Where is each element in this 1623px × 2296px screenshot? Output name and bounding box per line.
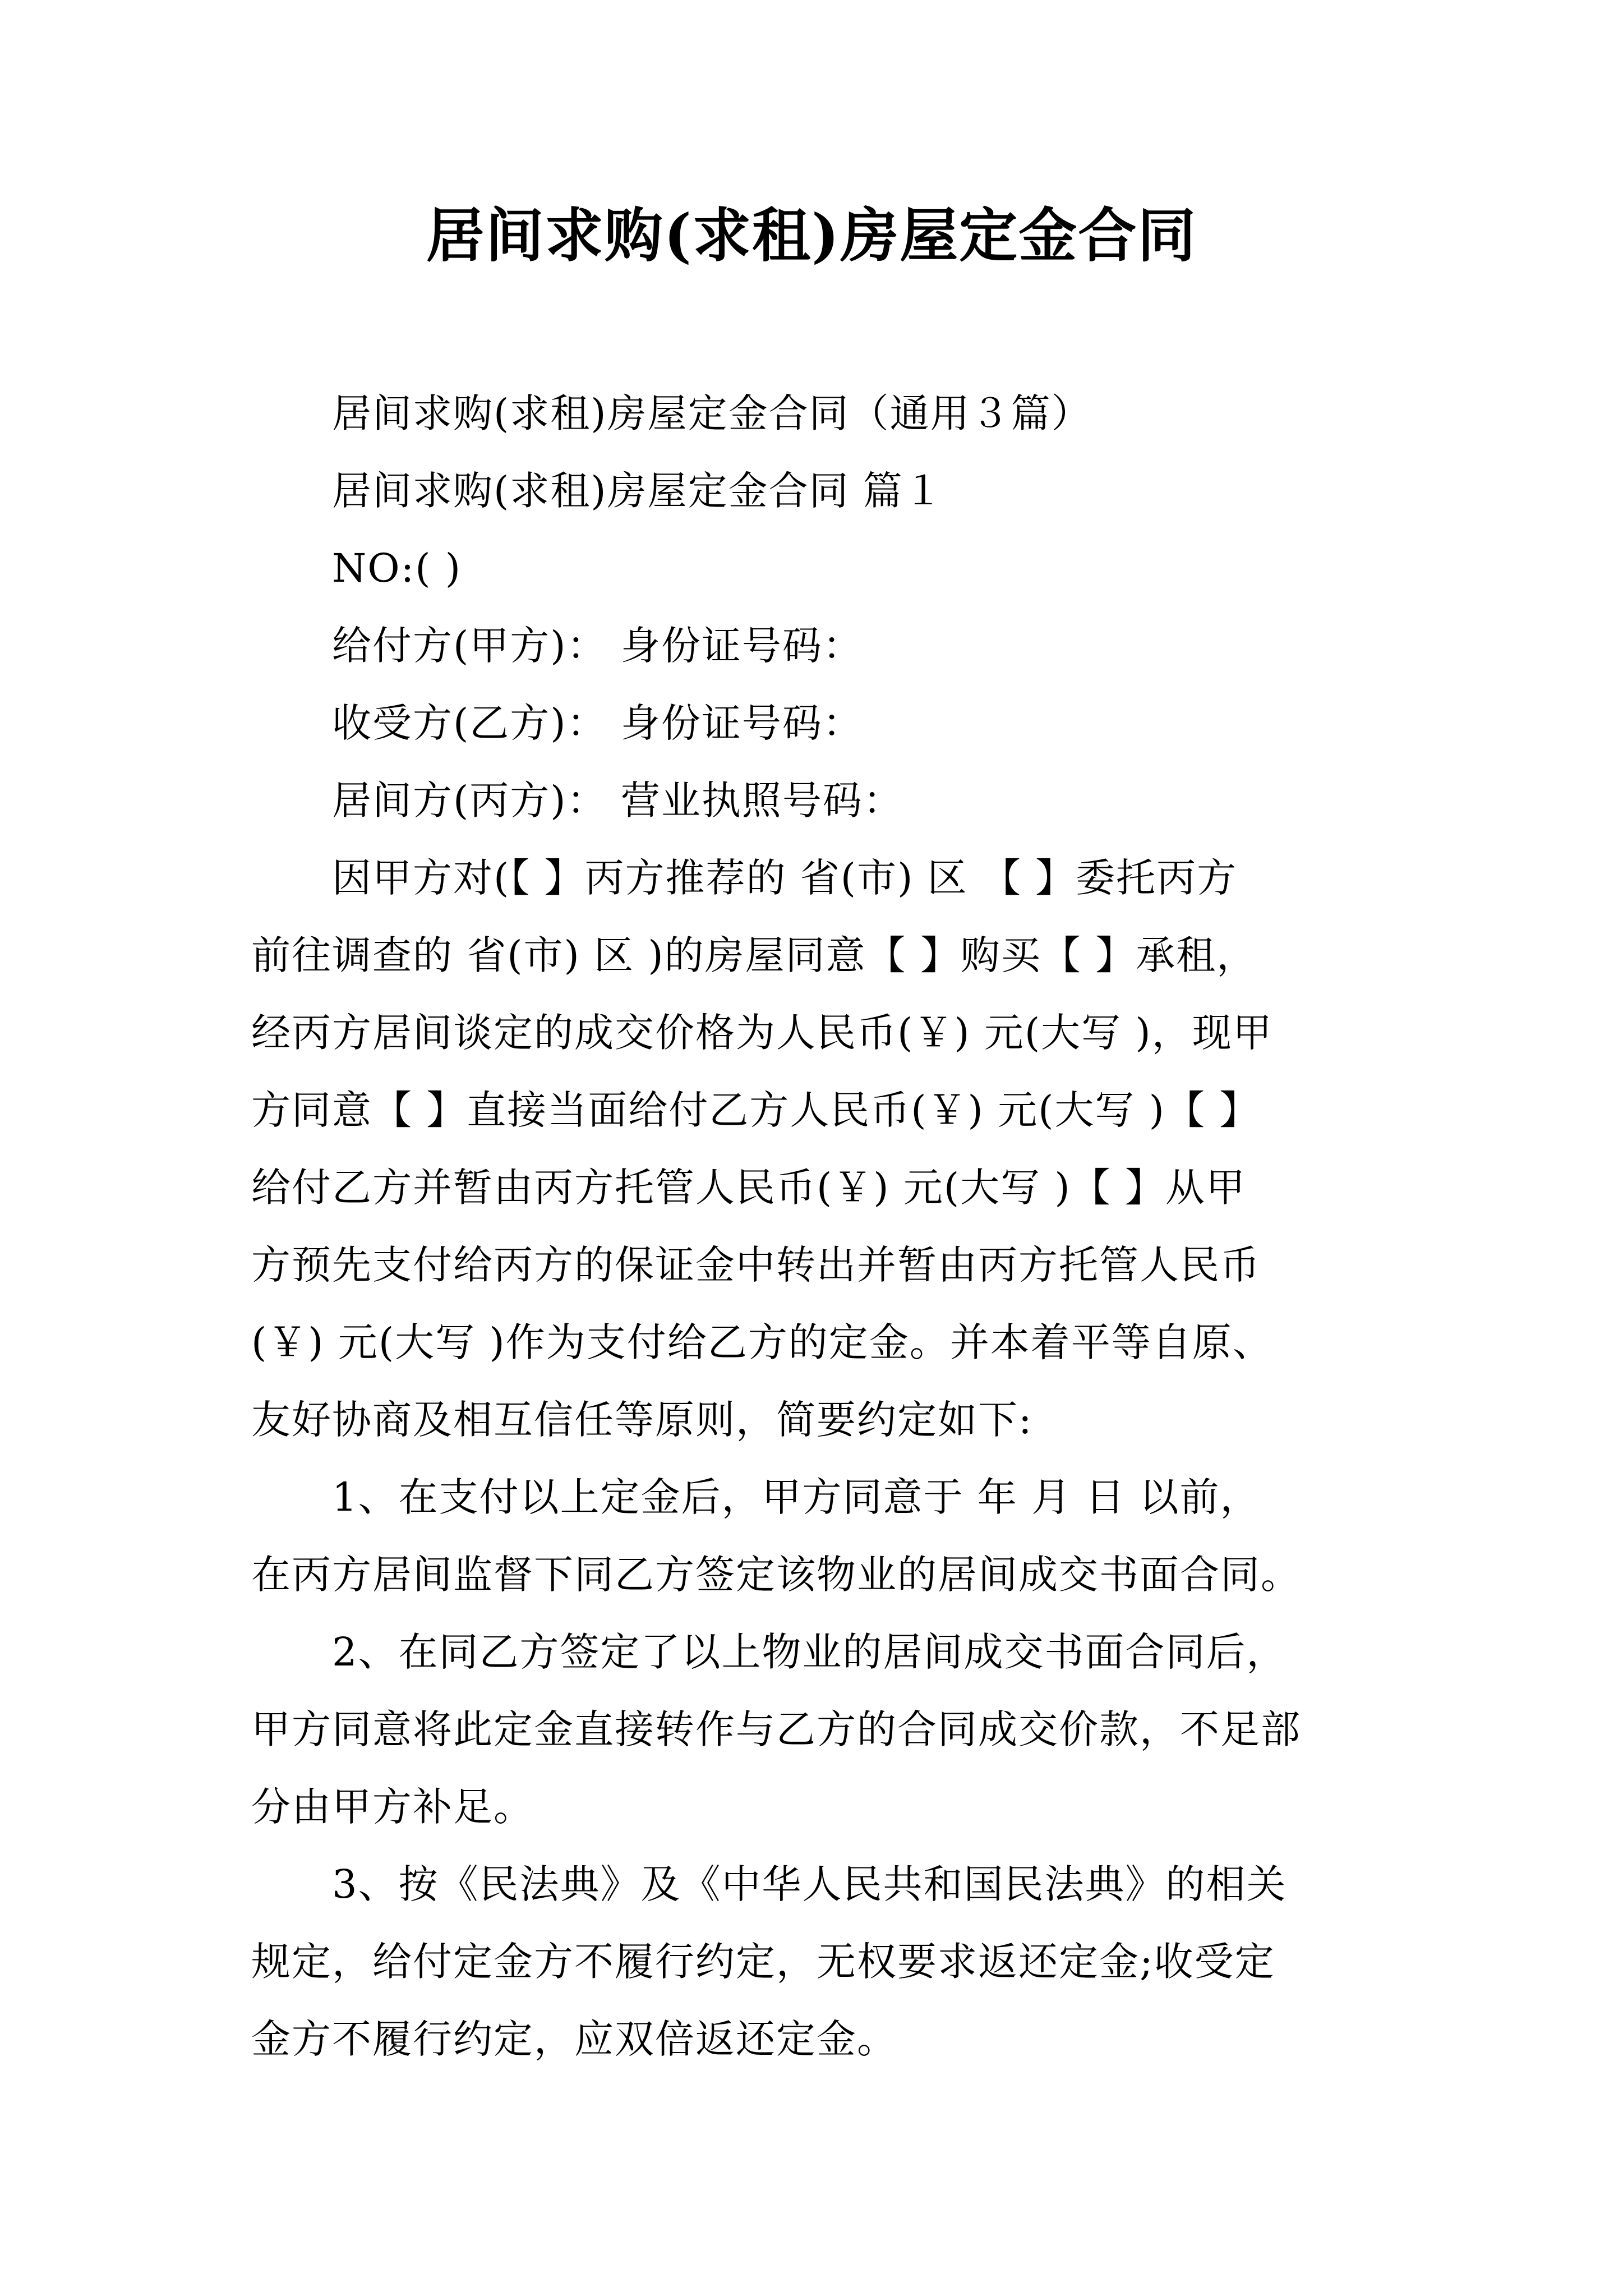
text-line: 方预先支付给丙方的保证金中转出并暂由丙方托管人民币: [251, 1242, 1261, 1288]
document-body: [251, 375, 1395, 2078]
text-line: 友好协商及相互信任等原则，简要约定如下:: [251, 1397, 1033, 1443]
text-line: 给付方(甲方)： 身份证号码：: [332, 623, 863, 669]
text-line: 金方不履行约定，应双倍返还定金。: [251, 2016, 897, 2062]
text-line: 在丙方居间监督下同乙方签定该物业的居间成交书面合同。: [251, 1552, 1301, 1598]
text-line: 分由甲方补足。: [251, 1784, 534, 1830]
text-line: 3、按《民法典》及《中华人民共和国民法典》的相关: [332, 1861, 1287, 1907]
text-line: 经丙方居间谈定的成交价格为人民币(￥) 元(大写 )，现甲: [251, 1010, 1273, 1056]
text-line: (￥) 元(大写 )作为支付给乙方的定金。并本着平等自原、: [251, 1319, 1273, 1365]
text-line: 方同意【 】直接当面给付乙方人民币(￥) 元(大写 )【 】: [251, 1087, 1260, 1133]
text-line: 给付乙方并暂由丙方托管人民币(￥) 元(大写 )【 】从甲: [251, 1165, 1246, 1211]
text-line: NO:( ): [332, 545, 462, 591]
text-line: 甲方同意将此定金直接转作与乙方的合同成交价款，不足部: [251, 1706, 1301, 1752]
text-line: 居间求购(求租)房屋定金合同 篇１: [332, 468, 944, 514]
text-line: 1、在支付以上定金后，甲方同意于 年 月 日 以前，: [332, 1474, 1261, 1520]
text-line: 前往调查的 省(市) 区 )的房屋同意【 】购买【 】承租，: [251, 932, 1257, 978]
text-line: 2、在同乙方签定了以上物业的居间成交书面合同后，: [332, 1629, 1287, 1675]
text-line: 收受方(乙方)： 身份证号码：: [332, 700, 863, 746]
text-line: 规定，给付定金方不履行约定，无权要求返还定金;收受定: [251, 1939, 1275, 1985]
page-title: 居间求购(求租)房屋定金合同: [426, 201, 1197, 270]
text-line: 居间求购(求租)房屋定金合同（通用３篇）: [332, 390, 1092, 436]
text-line: 因甲方对(【 】丙方推荐的 省(市) 区 【 】委托丙方: [332, 855, 1238, 901]
text-line: 居间方(丙方)： 营业执照号码：: [332, 777, 903, 823]
